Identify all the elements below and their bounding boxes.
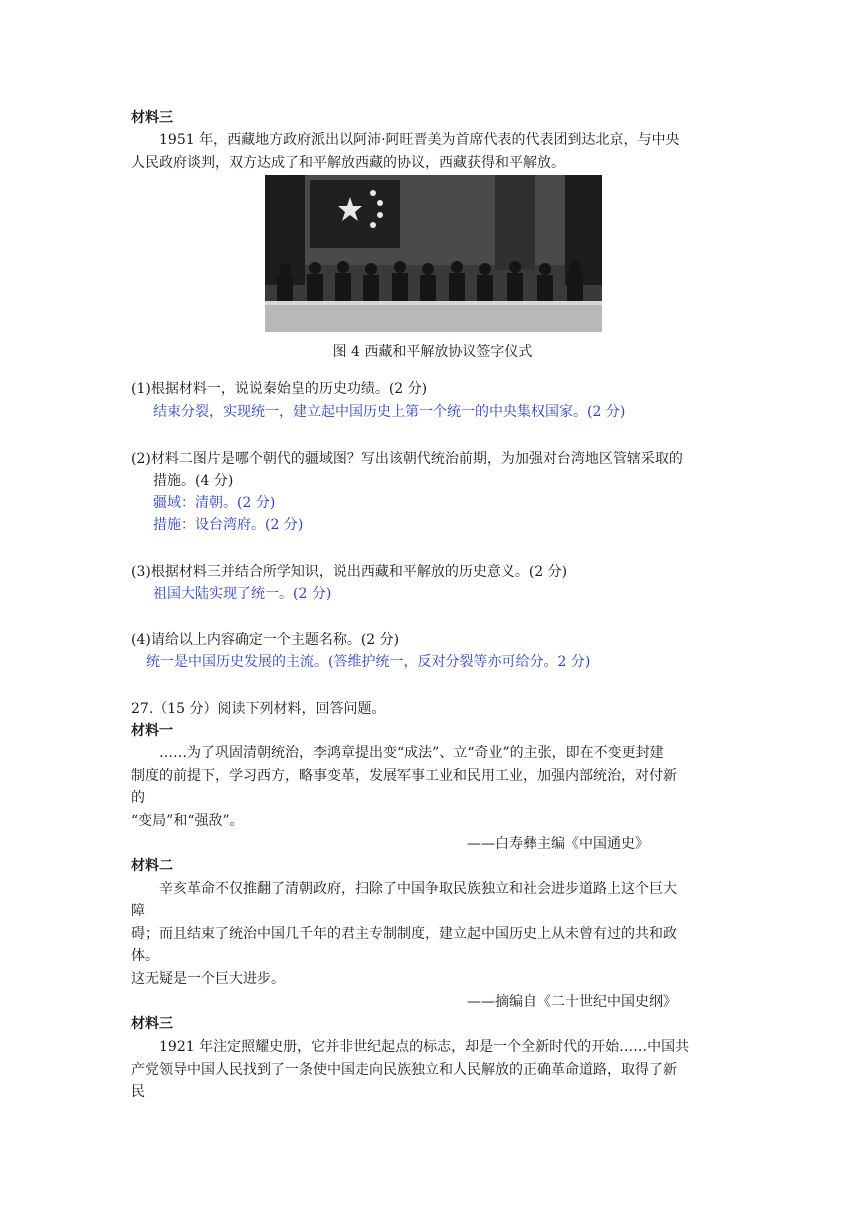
q27-material2-heading: 材料二 (131, 858, 173, 874)
material3-heading: 材料三 (131, 110, 173, 126)
q3-question: (3)根据材料三并结合所学知识，说出西藏和平解放的历史意义。(2 分) (131, 564, 568, 580)
q27-material1-line4: “变局”和“强敌”。 (131, 813, 244, 829)
q27-material3-line3: 民 (131, 1084, 145, 1100)
material3-text-line1: 1951 年，西藏地方政府派出以阿沛·阿旺晋美为首席代表的代表团到达北京，与中央 (159, 132, 680, 148)
q27-material2-line3: 碍；而且结束了统治中国几千年的君主专制制度，建立起中国历史上从未曾有过的共和政 (131, 926, 677, 942)
q27-material3-line2: 产党领导中国人民找到了一条使中国走向民族独立和人民解放的正确革命道路，取得了新 (131, 1062, 677, 1078)
q4-question: (4)请给以上内容确定一个主题名称。(2 分) (131, 632, 400, 648)
q27-material1-line1: ……为了巩固清朝统治，李鸿章提出变“成法”、立“奇业”的主张，即在不变更封建 (159, 745, 664, 761)
q27-intro: 27.（15 分）阅读下列材料，回答问题。 (131, 701, 386, 717)
q27-material2-line4: 体。 (131, 948, 159, 964)
q27-material2-line5: 这无疑是一个巨大进步。 (131, 971, 285, 987)
q27-material2-line1: 辛亥革命不仅推翻了清朝政府，扫除了中国争取民族独立和社会进步道路上这个巨大 (159, 881, 677, 897)
material3-text-line2: 人民政府谈判，双方达成了和平解放西藏的协议，西藏获得和平解放。 (131, 155, 565, 171)
signing-ceremony-photo (265, 175, 602, 332)
q27-material2-source: ——摘编自《二十世纪中国史纲》 (467, 994, 677, 1010)
q27-material1-line2: 制度的前提下，学习西方，略事变革，发展军事工业和民用工业，加强内部统治，对付新 (131, 768, 677, 784)
q27-material3-line1: 1921 年注定照耀史册，它并非世纪起点的标志，却是一个全新时代的开始……中国共 (159, 1039, 690, 1055)
q27-material2-line2: 障 (131, 903, 145, 919)
q2-answer2: 措施：设台湾府。(2 分) (153, 517, 304, 533)
q27-material1-line3: 的 (131, 790, 145, 806)
q1-question: (1)根据材料一，说说秦始皇的历史功绩。(2 分) (131, 381, 428, 397)
q27-material1-source: ——白寿彝主编《中国通史》 (467, 836, 649, 852)
q2-question-line1: (2)材料二图片是哪个朝代的疆域图？写出该朝代统治前期，为加强对台湾地区管辖采取的 (131, 451, 683, 467)
q1-answer: 结束分裂，实现统一，建立起中国历史上第一个统一的中央集权国家。(2 分) (153, 404, 626, 420)
q27-material3-heading: 材料三 (131, 1016, 173, 1032)
q27-material1-heading: 材料一 (131, 723, 173, 739)
q2-question-line2: 措施。(4 分) (153, 473, 234, 489)
q2-answer1: 疆域：清朝。(2 分) (153, 495, 276, 511)
photo-caption: 图 4 西藏和平解放协议签字仪式 (332, 344, 533, 360)
q3-answer: 祖国大陆实现了统一。(2 分) (153, 586, 332, 602)
q4-answer: 统一是中国历史发展的主流。(答维护统一，反对分裂等亦可给分。2 分) (146, 654, 591, 670)
